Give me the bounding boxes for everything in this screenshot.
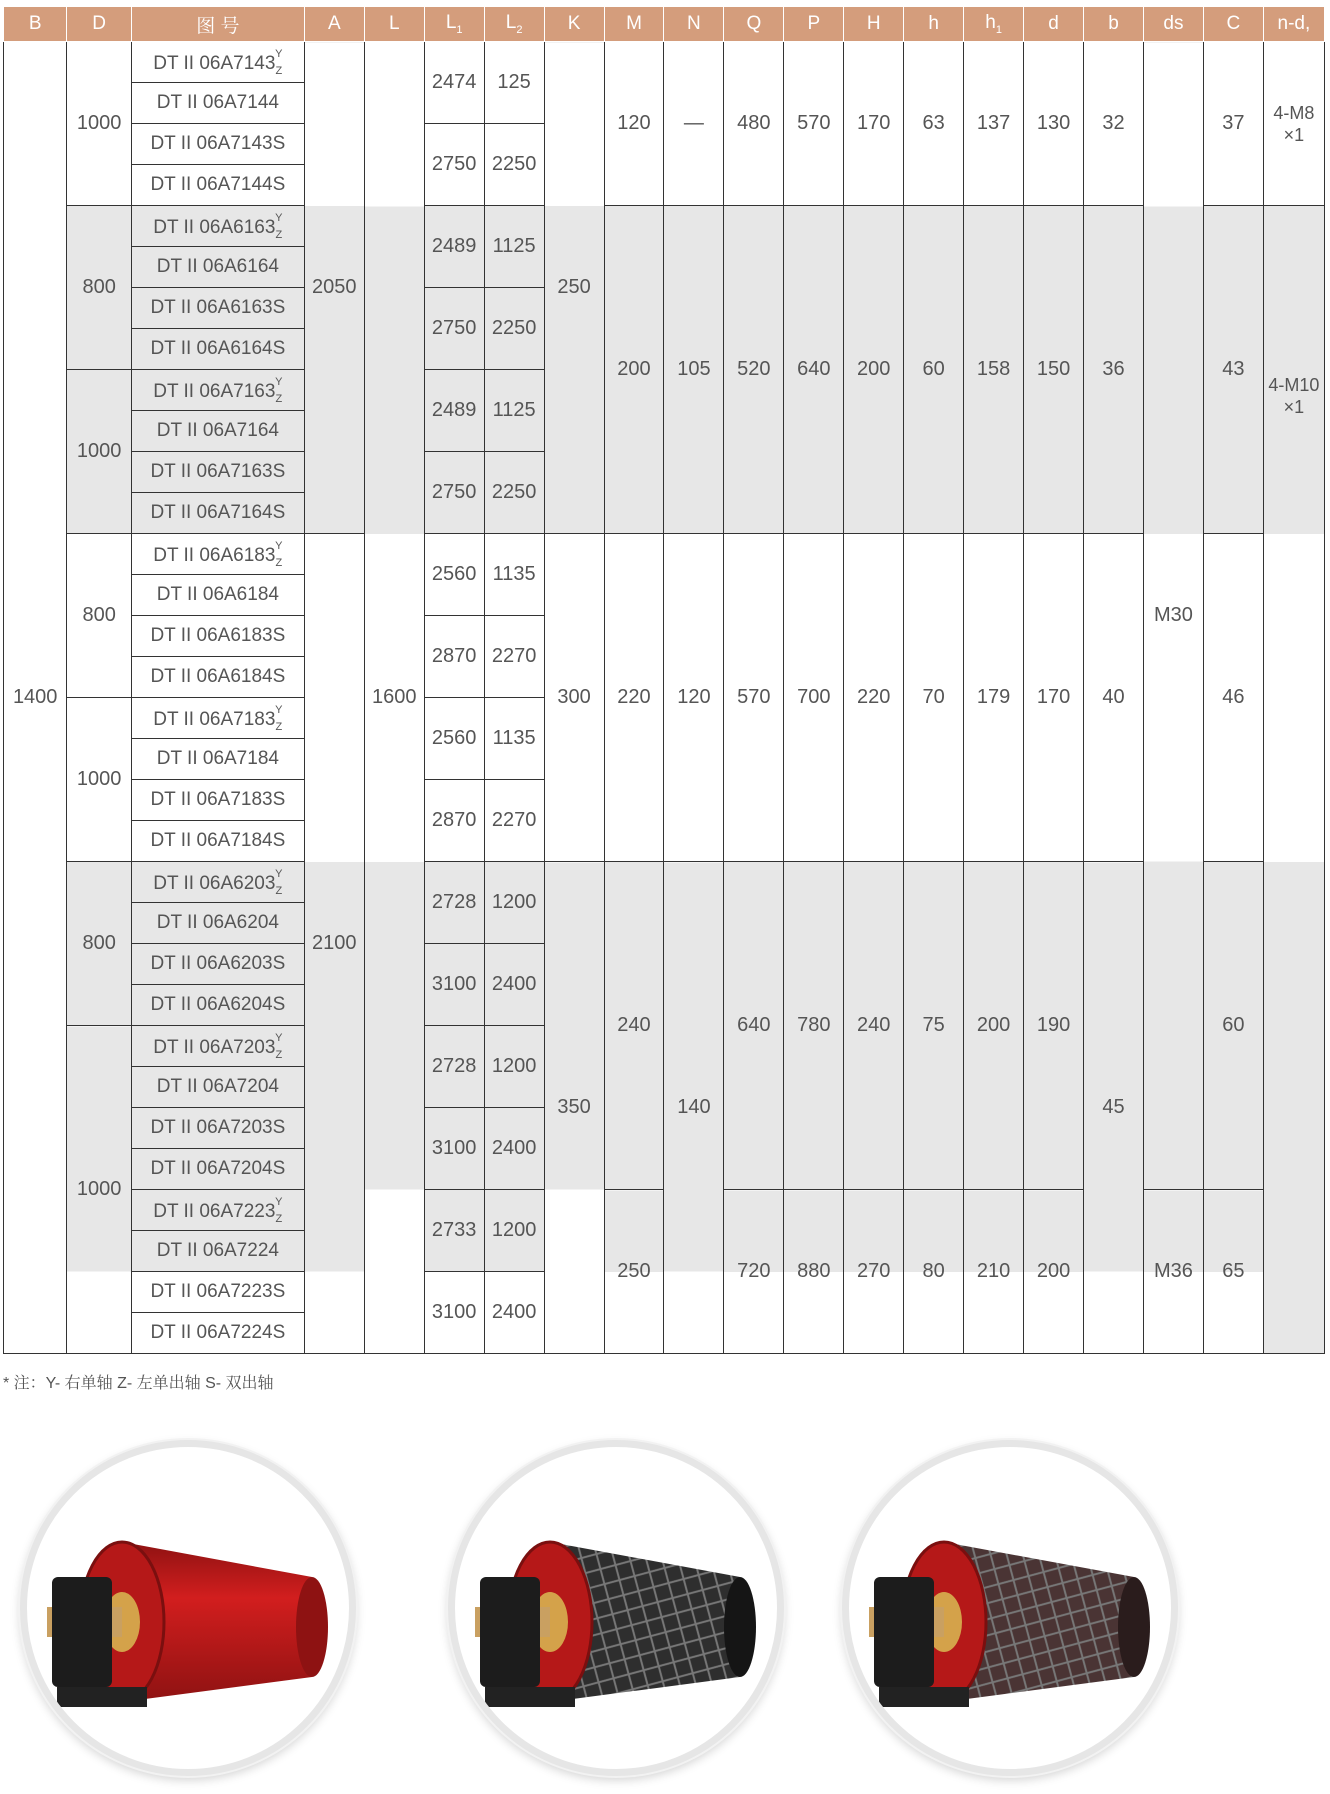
drive-pulley-photo-red [20, 1440, 356, 1776]
code-text: DT II 06A7144S [150, 174, 286, 195]
code-text: DT II 06A7164 [156, 420, 279, 441]
cell-H: 240 [844, 862, 904, 1190]
code-text: DT II 06A6184S [150, 666, 286, 687]
code-text: DT II 06A7204S [150, 1158, 286, 1179]
code-sub: Z [275, 884, 283, 897]
cell-ds: M30 [1143, 42, 1203, 1190]
code-text: DT II 06A7203 [153, 1036, 276, 1058]
cell-code [131, 1067, 304, 1108]
header-L2: $L_2$ [484, 7, 544, 42]
cell-code [131, 1231, 304, 1272]
cell-C: 65 [1203, 1190, 1263, 1354]
code-sup: Y [275, 539, 283, 552]
code-sup: Y [275, 211, 283, 224]
code-sub: Z [275, 720, 283, 733]
code-text: DT II 06A7163S [150, 461, 286, 482]
cell-L1: 3100 [424, 1272, 484, 1354]
cell-P: 700 [784, 534, 844, 862]
cell-code [131, 452, 304, 493]
header-M: M [604, 7, 664, 42]
code-text: DT II 06A7143 [153, 52, 276, 74]
cell-code [131, 165, 304, 206]
cell-L1: 2870 [424, 616, 484, 698]
cell-L2: 2250 [484, 288, 544, 370]
code-text: DT II 06A6183 [153, 544, 276, 566]
cell-Q: 640 [724, 862, 784, 1190]
cell-K: 350 [544, 862, 604, 1354]
cell-code [131, 83, 304, 124]
cell-A: 2100 [304, 534, 364, 1354]
cell-L2: 2270 [484, 780, 544, 862]
code-sup: Y [275, 375, 283, 388]
cell-L2: 2270 [484, 616, 544, 698]
drive-pulley-photo-bearing [842, 1440, 1178, 1776]
cell-code [131, 1149, 304, 1190]
cell-L1: 2489 [424, 370, 484, 452]
cell-L1: 3100 [424, 1108, 484, 1190]
cell-d: 170 [1024, 534, 1084, 862]
cell-M: 220 [604, 534, 664, 862]
cell-D: 1000 [67, 42, 132, 206]
cell-code [131, 411, 304, 452]
cell-code [131, 944, 304, 985]
cell-D: 1000 [67, 1026, 132, 1354]
header-A: A [304, 7, 364, 42]
nd-multiplier: ×1 [1283, 397, 1305, 417]
cell-H: 170 [844, 42, 904, 206]
cell-L1: 2750 [424, 288, 484, 370]
cell-N: 105 [664, 206, 724, 534]
cell-L2: 1200 [484, 1026, 544, 1108]
code-sup: Y [275, 47, 283, 60]
code-text: DT II 06A6203 [153, 872, 276, 894]
cell-ds: M36 [1143, 1190, 1203, 1354]
code-sub: Z [275, 1048, 283, 1061]
cell-h: 60 [904, 206, 964, 534]
code-text: DT II 06A6204 [156, 912, 279, 933]
cell-Q: 570 [724, 534, 784, 862]
cell-H: 200 [844, 206, 904, 534]
cell-code [131, 288, 304, 329]
cell-b: 40 [1084, 534, 1144, 862]
code-sup: Y [275, 867, 283, 880]
cell-Q: 480 [724, 42, 784, 206]
header-Q: Q [724, 7, 784, 42]
cell-L1: 2750 [424, 124, 484, 206]
header-H: H [844, 7, 904, 42]
cell-L2: 2250 [484, 124, 544, 206]
code-text: DT II 06A7183S [150, 789, 286, 810]
code-sup: Y [275, 1195, 283, 1208]
cell-L2: 2250 [484, 452, 544, 534]
cell-code [131, 124, 304, 165]
header-B: B [4, 7, 67, 42]
spec-table [3, 6, 1325, 1354]
cell-code [131, 739, 304, 780]
code-text: DT II 06A7164S [150, 502, 286, 523]
cell-h1: 179 [964, 534, 1024, 862]
header-row [4, 7, 1325, 42]
nd-value: 4-M8 [1273, 102, 1315, 123]
cell-D: 1000 [67, 370, 132, 534]
header-b: b [1084, 7, 1144, 42]
spec-body [4, 42, 1325, 1354]
cell-C: 37 [1203, 42, 1263, 206]
footnote: * 注：Y- 右单轴 Z- 左单出轴 S- 双出轴 [3, 1375, 274, 1392]
code-text: DT II 06A7183 [153, 708, 276, 730]
code-text: DT II 06A6163 [153, 216, 276, 238]
cell-D: 1000 [67, 698, 132, 862]
cell-C: 43 [1203, 206, 1263, 534]
cell-L2: 1200 [484, 1190, 544, 1272]
cell-nd [1263, 206, 1324, 1354]
code-text: DT II 06A7224S [150, 1322, 286, 1343]
cell-L2: 125 [484, 42, 544, 124]
code-sub: Z [275, 64, 283, 77]
code-sup: Y [275, 703, 283, 716]
cell-code [131, 821, 304, 862]
cell-h1: 137 [964, 42, 1024, 206]
code-text: DT II 06A7223S [150, 1281, 286, 1302]
cell-N: 140 [664, 862, 724, 1354]
cell-code [131, 370, 304, 411]
cell-A: 2050 [304, 42, 364, 534]
code-text: DT II 06A7223 [153, 1200, 276, 1222]
cell-H: 220 [844, 534, 904, 862]
code-sub: Z [275, 1212, 283, 1225]
cell-code [131, 1313, 304, 1354]
cell-b: 32 [1084, 42, 1144, 206]
code-text: DT II 06A7204 [156, 1076, 279, 1097]
header-d: d [1024, 7, 1084, 42]
code-text: DT II 06A7144 [156, 92, 279, 113]
cell-h: 63 [904, 42, 964, 206]
cell-code [131, 42, 304, 83]
code-text: DT II 06A6163S [150, 297, 286, 318]
code-text: DT II 06A6203S [150, 953, 286, 974]
cell-H: 270 [844, 1190, 904, 1354]
drive-pulley-photo-lagged-pair [448, 1440, 784, 1776]
cell-code [131, 247, 304, 288]
code-sub: Z [275, 228, 283, 241]
cell-D: 800 [67, 206, 132, 370]
cell-M: 240 [604, 862, 664, 1190]
cell-h: 80 [904, 1190, 964, 1354]
code-text: DT II 06A6183S [150, 625, 286, 646]
code-text: DT II 06A6204S [150, 994, 286, 1015]
cell-L2: 1125 [484, 206, 544, 288]
cell-b: 45 [1084, 862, 1144, 1354]
cell-P: 780 [784, 862, 844, 1190]
code-text: DT II 06A7163 [153, 380, 276, 402]
cell-h: 70 [904, 534, 964, 862]
nd-value: 4-M10 [1268, 375, 1320, 395]
cell-code [131, 985, 304, 1026]
header-code: 图 号 [131, 7, 304, 42]
cell-L1: 3100 [424, 944, 484, 1026]
code-text: DT II 06A6164S [150, 338, 286, 359]
cell-L1: 2750 [424, 452, 484, 534]
cell-M: 200 [604, 206, 664, 534]
cell-d: 200 [1024, 1190, 1084, 1354]
cell-code [131, 1272, 304, 1313]
code-text: DT II 06A6184 [156, 584, 279, 605]
cell-L1: 2728 [424, 862, 484, 944]
table-row [4, 42, 1325, 83]
cell-code [131, 657, 304, 698]
cell-L1: 2560 [424, 698, 484, 780]
nd-multiplier: ×1 [1283, 124, 1305, 145]
cell-h: 75 [904, 862, 964, 1190]
cell-code [131, 329, 304, 370]
cell-code [131, 698, 304, 739]
cell-code [131, 903, 304, 944]
header-nd: n-d, [1263, 7, 1324, 42]
cell-code [131, 780, 304, 821]
cell-code [131, 616, 304, 657]
cell-Q: 720 [724, 1190, 784, 1354]
cell-code [131, 1190, 304, 1231]
cell-code [131, 493, 304, 534]
cell-C: 46 [1203, 534, 1263, 862]
code-sub: Z [275, 556, 283, 569]
cell-M: 120 [604, 42, 664, 206]
header-C: C [1203, 7, 1263, 42]
cell-B: 1400 [4, 42, 67, 1354]
cell-code [131, 206, 304, 247]
cell-L1: 2733 [424, 1190, 484, 1272]
header-P: P [784, 7, 844, 42]
cell-L2: 1200 [484, 862, 544, 944]
header-N: N [664, 7, 724, 42]
cell-d: 130 [1024, 42, 1084, 206]
cell-L2: 1135 [484, 534, 544, 616]
cell-h1: 200 [964, 862, 1024, 1190]
cell-code [131, 575, 304, 616]
cell-L1: 2870 [424, 780, 484, 862]
header-h1: $h_1$ [964, 7, 1024, 42]
header-D: D [67, 7, 132, 42]
code-text: DT II 06A7224 [156, 1240, 279, 1261]
cell-code [131, 862, 304, 903]
cell-L1: 2560 [424, 534, 484, 616]
cell-code [131, 1108, 304, 1149]
header-ds: ds [1143, 7, 1203, 42]
cell-N: 120 [664, 534, 724, 862]
cell-d: 190 [1024, 862, 1084, 1190]
cell-C: 60 [1203, 862, 1263, 1190]
cell-K: 300 [544, 534, 604, 862]
code-text: DT II 06A7143S [150, 133, 286, 154]
cell-L2: 2400 [484, 944, 544, 1026]
cell-P: 880 [784, 1190, 844, 1354]
cell-P: 570 [784, 42, 844, 206]
cell-L1: 2474 [424, 42, 484, 124]
cell-L1: 2728 [424, 1026, 484, 1108]
cell-L2: 1135 [484, 698, 544, 780]
cell-Q: 520 [724, 206, 784, 534]
cell-L1: 2489 [424, 206, 484, 288]
cell-h1: 158 [964, 206, 1024, 534]
cell-P: 640 [784, 206, 844, 534]
cell-M: 250 [604, 1190, 664, 1354]
code-sub: Z [275, 392, 283, 405]
cell-code [131, 1026, 304, 1067]
table-row [4, 862, 1325, 903]
cell-nd [1263, 42, 1324, 206]
header-h: h [904, 7, 964, 42]
header-L: L [364, 7, 424, 42]
cell-b: 36 [1084, 206, 1144, 534]
cell-d: 150 [1024, 206, 1084, 534]
cell-N: — [664, 42, 724, 206]
cell-L: 1600 [364, 42, 424, 1354]
cell-D: 800 [67, 534, 132, 698]
header-K: K [544, 7, 604, 42]
code-text: DT II 06A6164 [156, 256, 279, 277]
cell-L2: 2400 [484, 1272, 544, 1354]
cell-L2: 2400 [484, 1108, 544, 1190]
code-sup: Y [275, 1031, 283, 1044]
code-text: DT II 06A7184 [156, 748, 279, 769]
cell-h1: 210 [964, 1190, 1024, 1354]
code-text: DT II 06A7184S [150, 830, 286, 851]
cell-K: 250 [544, 42, 604, 534]
code-text: DT II 06A7203S [150, 1117, 286, 1138]
table-row [4, 534, 1325, 575]
table-row [4, 206, 1325, 247]
cell-code [131, 534, 304, 575]
cell-D: 800 [67, 862, 132, 1026]
header-L1: $L_1$ [424, 7, 484, 42]
cell-L2: 1125 [484, 370, 544, 452]
